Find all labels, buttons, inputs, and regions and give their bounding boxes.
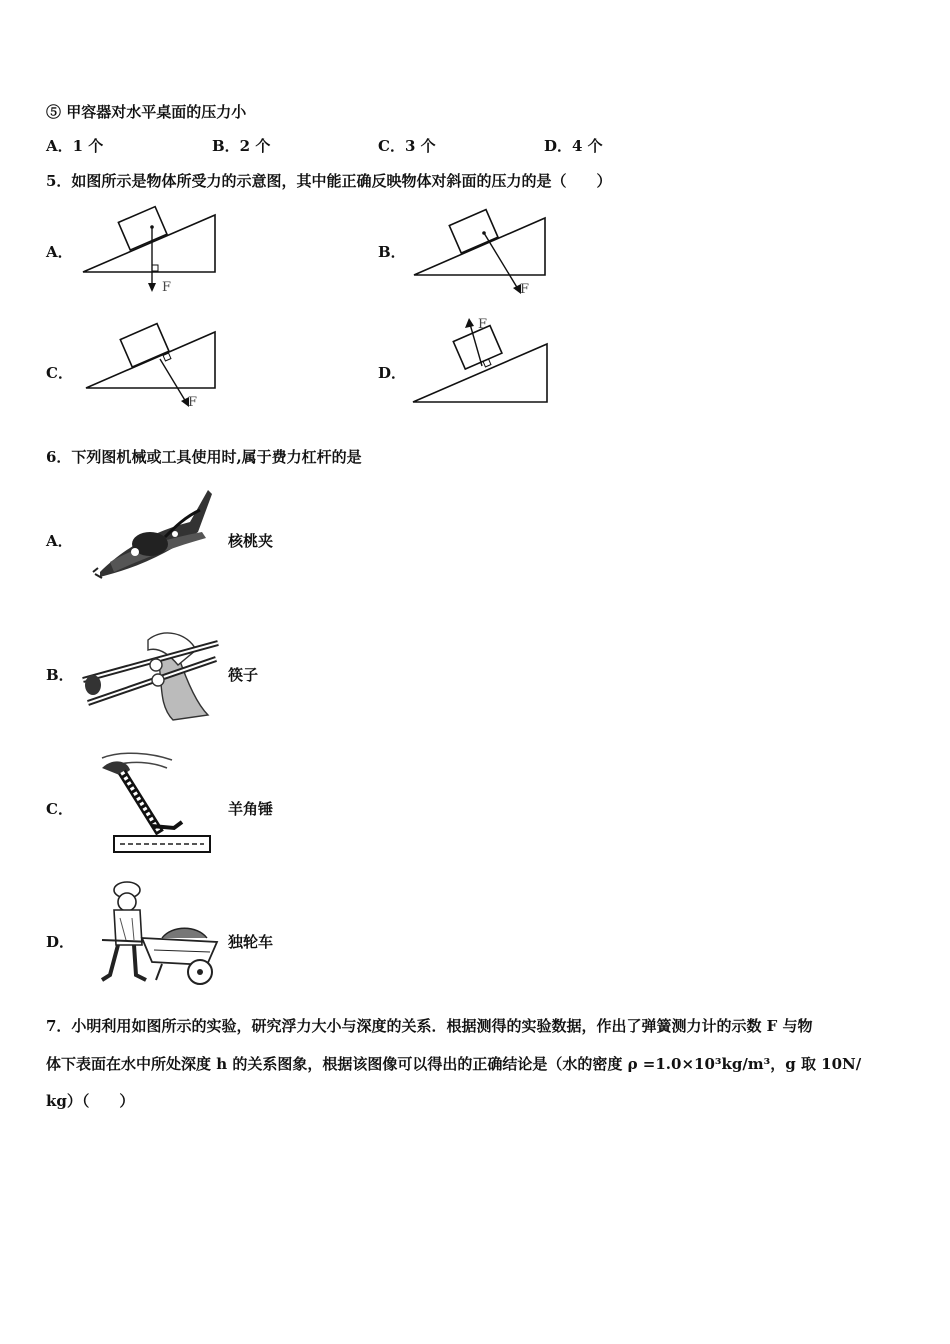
q5-option-a-label[interactable]: A． (46, 243, 73, 261)
q6-option-a-letter[interactable]: A． (46, 532, 73, 550)
chopsticks-icon (78, 625, 223, 725)
option-b[interactable]: B．2 个 (212, 137, 271, 155)
q6-option-d-text: 独轮车 (228, 933, 274, 951)
force-label-d: F (478, 317, 488, 332)
question-5-stem: 5．如图所示是物体所受力的示意图，其中能正确反映物体对斜面的压力的是（ ） (46, 172, 612, 190)
q6-option-c-text: 羊角锤 (228, 800, 274, 818)
q6-option-c-letter[interactable]: C． (46, 800, 73, 818)
nutcracker-icon (90, 482, 220, 587)
question-7-line-2: 体下表面在水中所处深度 h 的关系图象，根据该图像可以得出的正确结论是（水的密度 ρ =1.0×10³kg/m³，g 取 10N/ (46, 1055, 862, 1073)
q6-option-b-letter[interactable]: B． (46, 666, 74, 684)
question-6-stem: 6．下列图机械或工具使用时,属于费力杠杆的是 (46, 448, 362, 466)
force-label-a: F (162, 280, 172, 295)
q5-option-b-label[interactable]: B． (378, 243, 406, 261)
option-c[interactable]: C．3 个 (378, 137, 436, 155)
q6-option-d-letter[interactable]: D． (46, 933, 75, 951)
force-label-c: F (188, 395, 198, 410)
claw-hammer-icon (92, 748, 217, 858)
option-d[interactable]: D．4 个 (544, 137, 603, 155)
wheelbarrow-icon (82, 880, 222, 990)
q5-option-c-label[interactable]: C． (46, 364, 73, 382)
incline-figure-a (80, 198, 220, 298)
question-7-line-3: kg）（ ） (46, 1092, 135, 1110)
option-a[interactable]: A．1 个 (46, 137, 104, 155)
q6-option-a-text: 核桃夹 (228, 532, 274, 550)
q6-option-b-text: 筷子 (228, 666, 259, 684)
incline-figure-d (410, 310, 550, 410)
incline-figure-c (80, 318, 220, 418)
incline-figure-b (410, 200, 550, 300)
question-7-line-1: 7．小明利用如图所示的实验，研究浮力大小与深度的关系．根据测得的实验数据，作出了弹簧测力计的示数 F 与物 (46, 1017, 813, 1035)
q5-option-d-label[interactable]: D． (378, 364, 407, 382)
statement-5: ⑤ 甲容器对水平桌面的压力小 (46, 103, 247, 121)
force-label-b: F (520, 282, 530, 297)
